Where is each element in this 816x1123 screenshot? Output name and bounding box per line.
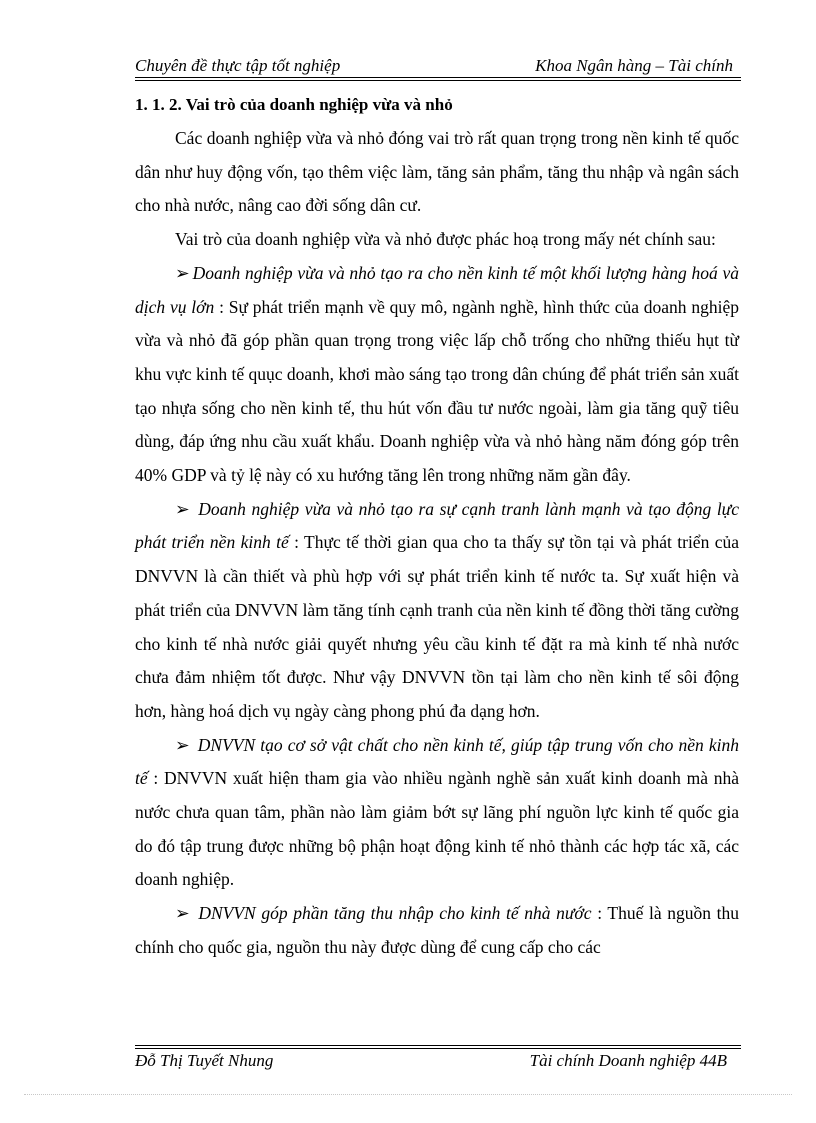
arrow-bullet-icon: ➢ [175, 262, 190, 283]
point-body: : Sự phát triển mạnh về quy mô, ngành nghề, hình thức của doanh nghiệp vừa và nhỏ đã góp phần quan trọng trong việc lấp chỗ trống cho những thiếu hụt từ khu vực kinh tế quục doanh, khơi mào sáng tạo trong dân chúng để phát triển sản xuất tạo nhựa sống cho nền kinh tế, thu hút vốn đầu tư nước ngoài, làm gia tăng quỹ tiêu dùng, đáp ứng nhu cầu xuất khẩu. Doanh nghiệp vừa và nhỏ hàng năm đóng góp trên 40% GDP và tỷ lệ này có xu hướng tăng lên trong những năm gần đây. [135, 296, 740, 486]
point-body: : Thực tế thời gian qua cho ta thấy sự tồn tại và phát triển của DNVVN là cần thiết và phù hợp với sự phát triển kinh tế nước ta. Sự xuất hiện và phát triển của DNVVN làm tăng tính cạnh tranh của nền kinh tế đồng thời tăng cường cho kinh tế nhà nước giải quyết nhưng yêu cầu kinh tế đặt ra mà kinh tế nhà nước chưa đảm nhiệm tốt được. Như vậy DNVVN tồn tại làm cho nền kinh tế sôi động hơn, hàng hoá dịch vụ ngày càng phong phú đa dạng hơn. [135, 532, 739, 721]
header-rule [135, 77, 741, 78]
point-lead: Doanh nghiệp vừa và nhỏ tạo ra sự cạnh tranh lành mạnh và tạo động lực phát triển nền kinh tế [135, 498, 739, 553]
intro-paragraph: Các doanh nghiệp vừa và nhỏ đóng vai trò rất quan trọng trong nền kinh tế quốc dân như huy động vốn, tạo thêm việc làm, tăng sản phẩm, tăng thu nhập và ngân sách cho nhà nước, nâng cao đời sống dân cư. [135, 128, 739, 216]
point-paragraph [135, 897, 739, 964]
footer-rule-double [135, 1048, 741, 1049]
point-lead: DNVVN tạo cơ sở vật chất cho nền kinh tế, giúp tập trung vốn cho nền kinh tế [135, 734, 739, 789]
point-paragraph [135, 729, 739, 898]
point-lead: Doanh nghiệp vừa và nhỏ tạo ra cho nền kinh tế một khối lượng hàng hoá và dịch vụ lớn [135, 262, 739, 317]
page-header [135, 55, 741, 77]
page-content [135, 93, 739, 965]
point-paragraph [135, 493, 739, 729]
footer-author: Đỗ Thị Tuyết Nhung [135, 1051, 274, 1070]
point-paragraph [135, 257, 739, 493]
header-rule-double [135, 80, 741, 81]
arrow-bullet-icon: ➢ [175, 498, 190, 519]
arrow-bullet-icon: ➢ [175, 734, 190, 755]
point-body: : DNVVN xuất hiện tham gia vào nhiều ngành nghề sản xuất kinh doanh mà nhà nước chưa quan tâm, phần nào làm giảm bớt sự lãng phí nguồn lực kinh tế quốc gia do đó tập trung được những bộ phận hoạt động kinh tế nhỏ thành các hợp tác xã, các doanh nghiệp. [135, 768, 739, 890]
outline-paragraph: Vai trò của doanh nghiệp vừa và nhỏ được phác hoạ trong mấy nét chính sau: [175, 229, 716, 250]
footer-rule [135, 1045, 741, 1046]
point-lead: DNVVN góp phần tăng thu nhập cho kinh tế nhà nước [198, 903, 592, 924]
header-left-text: Chuyên đề thực tập tốt nghiệp [135, 56, 341, 75]
page-footer [135, 1042, 741, 1072]
footer-class: Tài chính Doanh nghiệp 44B [529, 1051, 727, 1070]
section-heading: 1. 1. 2. Vai trò của doanh nghiệp vừa và nhỏ [135, 95, 453, 114]
point-body: : Thuế là nguồn thu chính cho quốc gia, nguồn thu này được dùng để cung cấp cho các [135, 903, 740, 957]
header-right-text: Khoa Ngân hàng – Tài chính [535, 56, 733, 75]
arrow-bullet-icon: ➢ [175, 903, 190, 924]
page-bottom-dotted-line [24, 1094, 792, 1095]
